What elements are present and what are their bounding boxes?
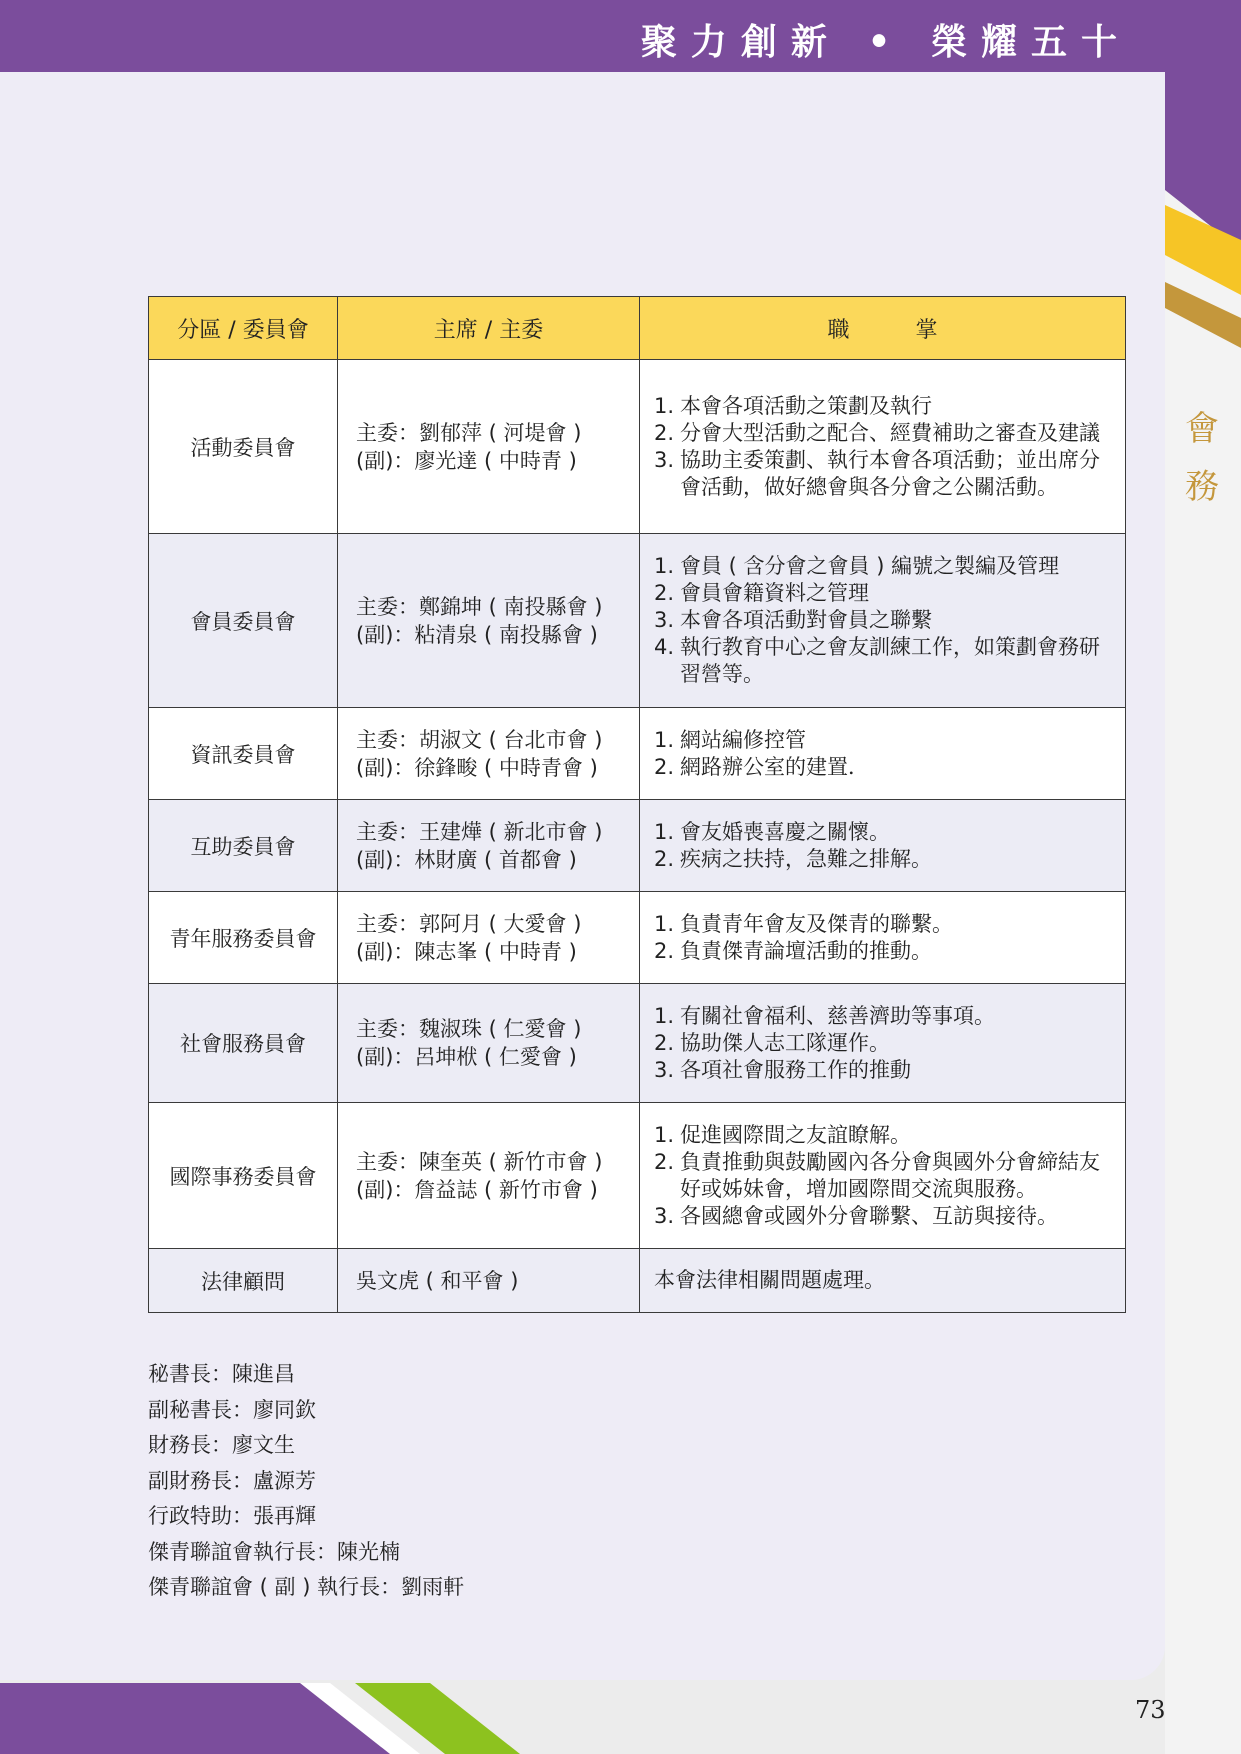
chair-cell	[338, 1103, 640, 1249]
chair-line: 主委：郭阿月 ( 大愛會 )	[356, 911, 582, 936]
committee-name: 國際事務委員會	[149, 1103, 338, 1249]
duty-item: 1. 會員 ( 含分會之會員 ) 編號之製編及管理	[654, 554, 1060, 578]
duty-item: 1. 網站編修控管	[654, 727, 806, 752]
page-number: 73	[1135, 1696, 1166, 1724]
chair-line: (副)：粘清泉 ( 南投縣會 )	[356, 622, 598, 647]
duty-item: 2. 網路辦公室的建置．	[654, 754, 869, 779]
chair-cell	[338, 1249, 640, 1313]
duties-cell	[640, 892, 1126, 984]
chair-line: (副)：徐鋒畯 ( 中時青會 )	[356, 755, 598, 780]
duties-cell	[640, 708, 1126, 800]
table-row	[149, 1103, 1126, 1249]
chair-line: 主委：劉郁萍 ( 河堤會 )	[356, 420, 582, 445]
duty-item: 4. 執行教育中心之會友訓練工作，如策劃會務研習營等。	[654, 635, 1100, 686]
duty-item: 2. 會員會籍資料之管理	[654, 581, 869, 605]
section-tab	[1180, 400, 1224, 516]
staff-line: 副秘書長：廖同欽	[148, 1397, 316, 1422]
chair-cell	[338, 892, 640, 984]
chair-line: (副)：呂坤栿 ( 仁愛會 )	[356, 1045, 577, 1069]
duties-cell	[640, 1103, 1126, 1249]
chair-line: (副)：林財廣 ( 首都會 )	[356, 847, 577, 872]
chair-line: 主委：鄭錦坤 ( 南投縣會 )	[356, 594, 603, 619]
duty-item: 3. 協助主委策劃、執行本會各項活動；並出席分會活動，做好總會與各分會之公關活動。	[654, 447, 1100, 499]
committee-name: 資訊委員會	[149, 708, 338, 800]
committee-name: 法律顧問	[149, 1249, 338, 1313]
table-row	[149, 360, 1126, 534]
staff-list	[148, 1357, 464, 1606]
duty-item: 2. 負責傑青論壇活動的推動。	[654, 938, 932, 963]
chair-line: 主委：胡淑文 ( 台北市會 )	[356, 727, 603, 752]
committee-name: 社會服務員會	[149, 984, 338, 1103]
table-row	[149, 984, 1126, 1103]
staff-line: 秘書長：陳進昌	[148, 1362, 295, 1386]
chair-cell	[338, 800, 640, 892]
duty-item: 2. 負責推動與鼓勵國內各分會與國外分會締結友好或姊妹會，增加國際間交流與服務。	[654, 1149, 1100, 1201]
chair-cell	[338, 708, 640, 800]
duty-item: 1. 會友婚喪喜慶之關懷。	[654, 819, 890, 844]
duty-item: 1. 有關社會福利、慈善濟助等事項。	[654, 1003, 995, 1028]
section-tab-char: 會	[1185, 409, 1219, 449]
committee-name: 青年服務委員會	[149, 892, 338, 984]
chair-line: 主委：陳奎英 ( 新竹市會 )	[356, 1149, 603, 1174]
chair-line: 主委：王建燁 ( 新北市會 )	[356, 819, 603, 844]
duty-text: 本會法律相關問題處理。	[654, 1268, 885, 1292]
staff-line: 副財務長：盧源芳	[148, 1468, 316, 1493]
duties-cell	[640, 984, 1126, 1103]
header-duties: 職 掌	[640, 297, 1126, 360]
committee-table	[148, 296, 1126, 1313]
staff-line: 傑青聯誼會執行長：陳光楠	[148, 1539, 400, 1564]
committee-name: 會員委員會	[149, 534, 338, 708]
duty-item: 2. 分會大型活動之配合、經費補助之審查及建議	[654, 420, 1100, 445]
chair-line: 吳文虎 ( 和平會 )	[356, 1268, 519, 1293]
duty-item: 1. 促進國際間之友誼瞭解。	[654, 1122, 911, 1147]
section-tab-char: 務	[1185, 467, 1219, 507]
table-row	[149, 800, 1126, 892]
committee-name: 互助委員會	[149, 800, 338, 892]
duties-cell	[640, 800, 1126, 892]
table-row	[149, 1249, 1126, 1313]
header-slogan: 聚力創新 • 榮耀五十	[640, 21, 1131, 63]
committee-name: 活動委員會	[149, 360, 338, 534]
chair-line: (副)：詹益誌 ( 新竹市會 )	[356, 1177, 598, 1202]
chair-cell	[338, 360, 640, 534]
header-chair: 主席 / 主委	[338, 297, 640, 360]
table-row	[149, 892, 1126, 984]
table-row	[149, 534, 1126, 708]
duty-item: 3. 本會各項活動對會員之聯繫	[654, 608, 932, 632]
chair-line: 主委：魏淑珠 ( 仁愛會 )	[356, 1017, 582, 1041]
duty-item: 3. 各國總會或國外分會聯繫、互訪與接待。	[654, 1203, 1058, 1228]
table-row	[149, 708, 1126, 800]
staff-line: 財務長：廖文生	[148, 1433, 295, 1457]
staff-line: 傑青聯誼會 ( 副 ) 執行長：劉雨軒	[148, 1575, 465, 1599]
duty-item: 3. 各項社會服務工作的推動	[654, 1057, 911, 1082]
duty-item: 1. 本會各項活動之策劃及執行	[654, 393, 932, 418]
duty-item: 1. 負責青年會友及傑青的聯繫。	[654, 911, 953, 936]
staff-line: 行政特助：張再輝	[148, 1504, 316, 1528]
duty-item: 2. 協助傑人志工隊運作。	[654, 1030, 890, 1055]
chair-line: (副)：陳志峯 ( 中時青 )	[356, 939, 577, 964]
duties-cell	[640, 534, 1126, 708]
duty-item: 2. 疾病之扶持，急難之排解。	[654, 846, 932, 871]
chair-cell	[338, 984, 640, 1103]
table-header-row	[149, 297, 1126, 360]
duties-cell	[640, 1249, 1126, 1313]
duties-cell	[640, 360, 1126, 534]
chair-cell	[338, 534, 640, 708]
header-committee: 分區 / 委員會	[149, 297, 338, 360]
chair-line: (副)：廖光達 ( 中時青 )	[356, 448, 577, 473]
